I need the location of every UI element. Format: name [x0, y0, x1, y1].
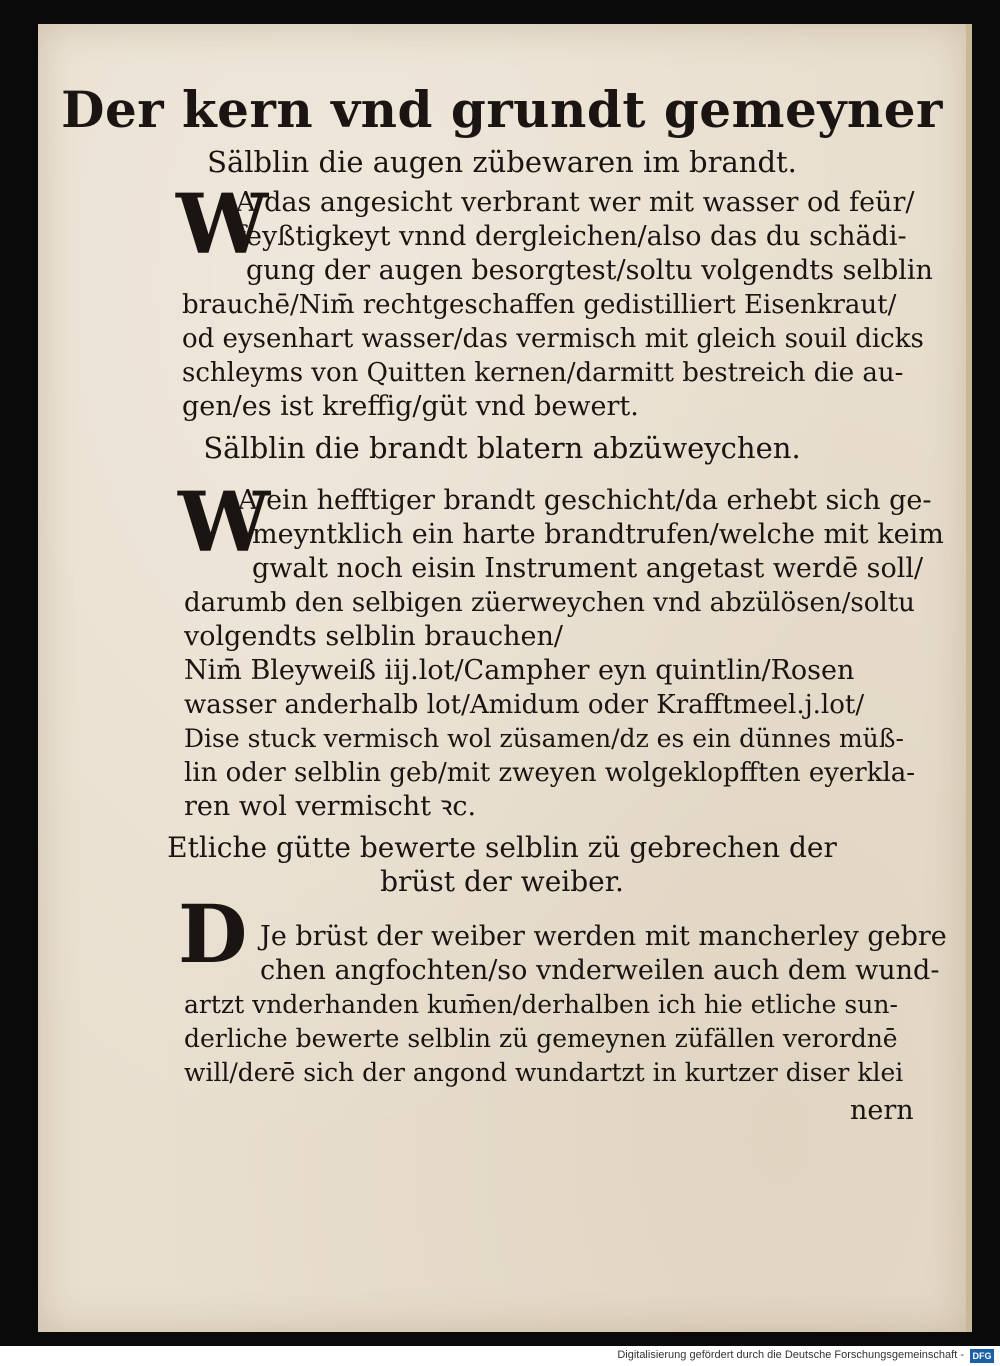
section1-drop-initial: W [176, 177, 269, 273]
section1-line: brauchē/Nim̄ rechtgeschaffen gedistilliert Eisenkraut/ [182, 290, 897, 320]
section1-line: od eysenhart wasser/das vermisch mit gleich souil dicks [182, 324, 924, 354]
section2-line: meyntklich ein harte brandtrufen/welche mit keim [252, 519, 944, 550]
section3-drop-initial: D [178, 887, 248, 981]
section1-line: A das angesicht verbrant wer mit wasser od feür/ [236, 187, 915, 218]
section2-line: ren wol vermischt ꝛc. [184, 791, 477, 822]
section1-line: gung der augen besorgtest/soltu volgendts selblin [246, 255, 933, 286]
catchword: nern [850, 1095, 914, 1126]
section2-heading: Sälblin die brandt blatern abzüweychen. [203, 431, 801, 465]
section3-line: derliche bewerte selblin zü gemeynen züfällen verordnē [184, 1024, 898, 1053]
section2-line: volgendts selblin brauchen/ [184, 621, 564, 652]
footer-bar [0, 1346, 1000, 1366]
section2-drop-initial: W [178, 475, 271, 571]
book-page [38, 24, 966, 1332]
page-title: Der kern vnd grundt gemeyner [61, 80, 943, 139]
section2-line: A ein hefftiger brandt geschicht/da erhebt sich ge- [238, 485, 932, 516]
section2-line: darumb den selbigen züerweychen vnd abzülösen/soltu [184, 588, 915, 618]
section2-line: Nim̄ Bleyweiß iij.lot/Campher eyn quintlin/Rosen [184, 655, 855, 686]
section3-line: artzt vnderhanden kum̄en/derhalben ich hie etliche sun- [184, 990, 898, 1019]
section2-line: gwalt noch eisin Instrument angetast werdē soll/ [252, 553, 924, 584]
section2-line: lin oder selblin geb/mit zweyen wolgeklopfften eyerkla- [184, 758, 916, 788]
section3-heading: Etliche gütte bewerte selblin zü gebrechen der [167, 831, 837, 864]
dfg-logo: DFG [970, 1349, 994, 1363]
section1-line: gen/es ist kreffig/güt vnd bewert. [182, 391, 639, 422]
section1-heading: Sälblin die augen zübewaren im brandt. [207, 145, 797, 179]
section1-line: feyßtigkeyt vnnd dergleichen/also das du schädi- [236, 221, 907, 252]
page-edge [966, 24, 972, 1332]
section2-line: wasser anderhalb lot/Amidum oder Krafftmeel.j.lot/ [184, 690, 865, 720]
section3-line: chen angfochten/so vnderweilen auch dem wund- [260, 955, 940, 986]
section3-heading-continued: brüst der weiber. [380, 865, 624, 898]
section1-line: schleyms von Quitten kernen/darmitt bestreich die au- [182, 358, 904, 388]
section3-line: Je brüst der weiber werden mit mancherley gebre [260, 921, 947, 952]
section3-line: will/derē sich der angond wundartzt in kurtzer diser klei [184, 1058, 904, 1087]
footer-credit: Digitalisierung gefördert durch die Deutsche Forschungsgemeinschaft - [617, 1349, 964, 1361]
section2-line: Dise stuck vermisch wol züsamen/dz es ein dünnes müß- [184, 724, 904, 753]
